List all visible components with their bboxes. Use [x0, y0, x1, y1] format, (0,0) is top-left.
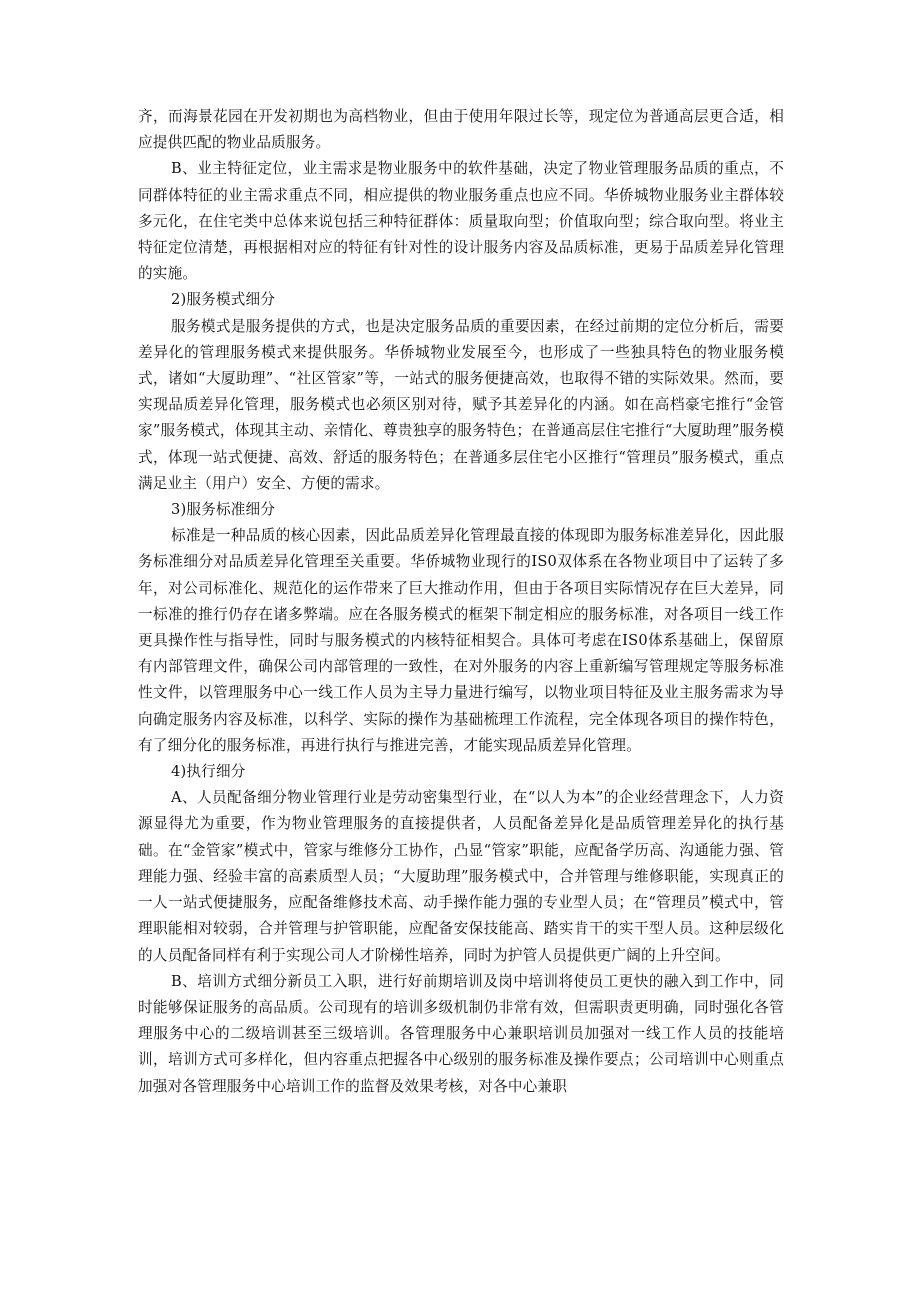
paragraph-staffing: A、人员配备细分物业管理行业是劳动密集型行业，在“以人为本”的企业经营理念下，人力资源显得尤为重要，作为物业管理服务的直接提供者，人员配备差异化是品质管理差异化的执行基础。在“金管家”模式中，管家与维修分工协作，凸显“管家”职能，应配备学历高、沟通能力强、管理能力强、经验丰富的高素质型人员；“大厦助理”服务模式中，合并管理与维修职能，实现真正的一人一站式便捷服务，应配备维修技术高、动手操作能力强的专业型人员；在“管理员”模式中，管理职能相对较弱，合并管理与护管职能，应配备安保技能高、踏实肯干的实干型人员。这种层级化的人员配备同样有利于实现公司人才阶梯性培养，同时为护管人员提供更广阔的上升空间。 — [138, 789, 784, 964]
section-heading-execution: 4)执行细分 — [171, 763, 246, 781]
section-heading-service-standard: 3)服务标准细分 — [171, 501, 276, 519]
paragraph-continuation: 齐，而海景花园在开发初期也为高档物业，但由于使用年限过长等，现定位为普通高层更合适，相应提供匹配的物业品质服务。 — [138, 108, 784, 152]
paragraph-training: B、培训方式细分新员工入职，进行好前期培训及岗中培训将使员工更快的融入到工作中，同时能够保证服务的高品质。公司现有的培训多级机制仍非常有效，但需职责更明确，同时强化各管理服务中心的二级培训甚至三级培训。各管理服务中心兼职培训员加强对一线工作人员的技能培训，培训方式可多样化，但内容重点把握各中心级别的服务标准及操作要点；公司培训中心则重点加强对各管理服务中心培训工作的监督及效果考核，对各中心兼职 — [138, 972, 784, 1095]
paragraph-service-standard: 标准是一种品质的核心因素，因此品质差异化管理最直接的体现即为服务标准差异化，因此服务标准细分对品质差异化管理至关重要。华侨城物业现行的IS0双体系在各物业项目中了运转了多年，对公司标准化、规范化的运作带来了巨大推动作用，但由于各项目实际情况存在巨大差异，同一标准的推行仍存在诸多弊端。应在各服务模式的框架下制定相应的服务标准，对各项目一线工作更具操作性与指导性，同时与服务模式的内核特征相契合。具体可考虑在IS0体系基础上，保留原有内部管理文件，确保公司内部管理的一致性，在对外服务的内容上重新编写管理规定等服务标准性文件，以管理服务中心一线工作人员为主导力量进行编写，以物业项目特征及业主服务需求为导向确定服务内容及标准，以科学、实际的操作为基础梳理工作流程，完全体现各项目的操作特色，有了细分化的服务标准，再进行执行与推进完善，才能实现品质差异化管理。 — [138, 527, 784, 754]
paragraph-owner-positioning: B、业主特征定位，业主需求是物业服务中的软件基础，决定了物业管理服务品质的重点，不同群体特征的业主需求重点不同，相应提供的物业服务重点也应不同。华侨城物业服务业主群体较多元化，在住宅类中总体来说包括三种特征群体：质量取向型；价值取向型；综合取向型。将业主特征定位清楚，再根据相对应的特征有针对性的设计服务内容及品质标准，更易于品质差异化管理的实施。 — [138, 160, 784, 283]
document-page — [138, 104, 784, 1100]
section-heading-service-mode: 2)服务模式细分 — [171, 291, 276, 309]
paragraph-service-mode: 服务模式是服务提供的方式，也是决定服务品质的重要因素，在经过前期的定位分析后，需要差异化的管理服务模式来提供服务。华侨城物业发展至今，也形成了一些独具特色的物业服务模式，诸如“大厦助理”、“社区管家”等，一站式的服务便捷高效，也取得不错的实际效果。然而，要实现品质差异化管理，服务模式也必须区别对待，赋予其差异化的内涵。如在高档豪宅推行“金管家”服务模式，体现其主动、亲情化、尊贵独享的服务特色；在普通高层住宅推行“大厦助理”服务模式，体现一站式便捷、高效、舒适的服务特色；在普通多层住宅小区推行“管理员”服务模式，重点满足业主（用户）安全、方便的需求。 — [138, 317, 784, 492]
